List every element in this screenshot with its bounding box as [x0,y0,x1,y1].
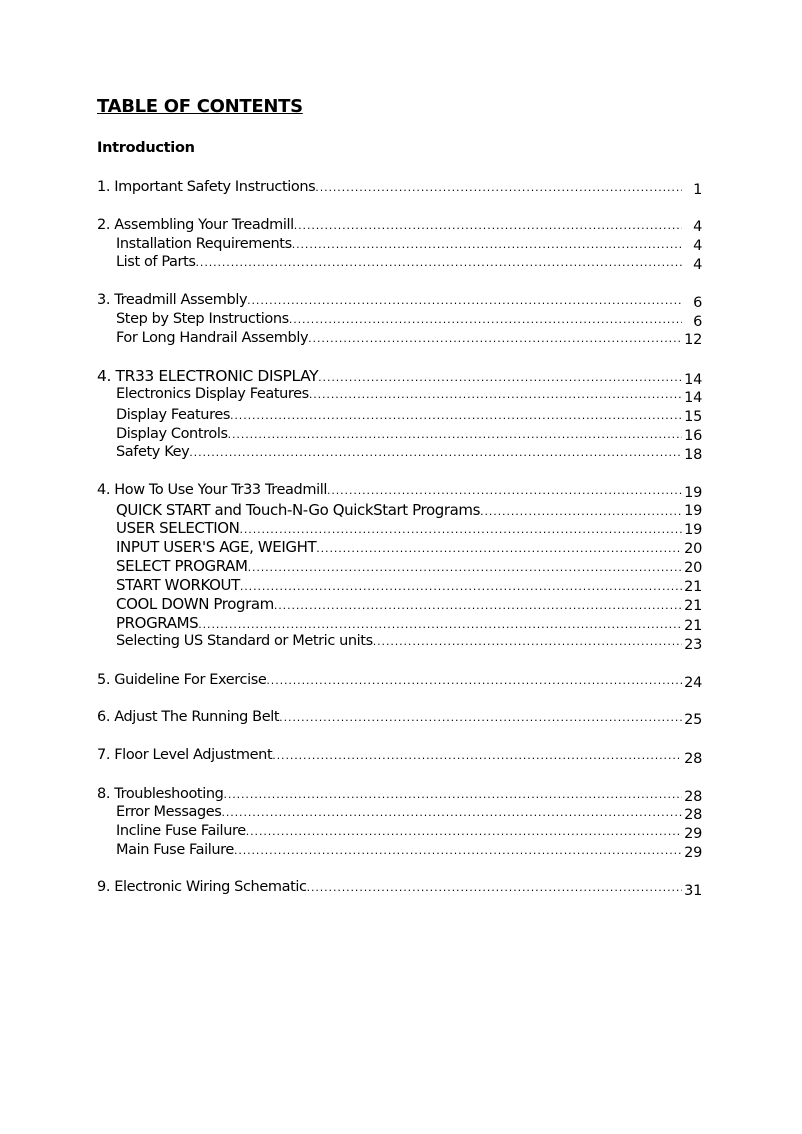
toc-entry-label: Error Messages [116,804,222,820]
toc-entry [97,709,682,728]
dot-leader [196,256,682,269]
dot-leader [240,523,683,536]
toc-entry [97,879,682,898]
toc-subentry [116,595,682,614]
dot-leader [234,844,682,857]
toc-entry-label: 8. Troubleshooting [97,786,224,802]
toc-subentry [116,633,682,652]
dot-leader [246,825,682,838]
toc-entry-label: USER SELECTION [116,519,240,537]
toc-entry-page: 28 [684,751,702,767]
toc-subentry [116,330,682,349]
toc-entry-page: 4 [693,238,702,254]
toc-subentry [116,501,682,520]
toc-entry-page: 19 [684,485,702,501]
toc-entry-label: 4. How To Use Your Tr33 Treadmill [97,482,327,498]
dot-leader [266,674,682,687]
toc-entry-label: 6. Adjust The Running Belt [97,709,280,725]
toc-entry-page: 29 [684,845,702,861]
toc-subentry [116,538,682,557]
dot-leader [240,580,682,593]
toc-entry-label: Display Controls [116,426,228,442]
toc-entry-label: For Long Handrail Assembly [116,330,309,346]
toc-entry-label: Installation Requirements [116,236,292,252]
toc-entry-label: 4. TR33 ELECTRONIC DISPLAY [97,367,319,385]
toc-entry-label: 7. Floor Level Adjustment [97,747,273,763]
toc-subentry [116,311,682,330]
toc-entry-label: SELECT PROGRAM [116,557,248,575]
dot-leader [289,313,682,326]
toc-entry-page: 4 [693,219,702,235]
toc-subentry [116,614,682,633]
toc-entry-page: 24 [684,675,702,691]
toc-entry-label: COOL DOWN Program [116,595,274,613]
dot-leader [480,505,682,518]
dot-leader [327,484,682,497]
toc-entry-page: 29 [684,826,702,842]
toc-entry [97,217,682,236]
toc-entry [97,747,682,766]
toc-entry-page: 31 [684,883,702,899]
toc-entry-label: START WORKOUT [116,576,240,594]
toc-subentry [116,426,682,445]
toc-subentry [116,557,682,576]
toc-entry-page: 23 [684,637,702,653]
toc-entry-label: 3. Treadmill Assembly [97,292,248,308]
dot-leader [198,618,682,631]
toc-subentry [116,386,682,405]
toc-subentry [116,823,682,842]
toc-entry-label: QUICK START and Touch-N-Go QuickStart Programs [116,501,481,519]
toc-entry-page: 19 [684,503,702,519]
toc-entry-label: PROGRAMS [116,614,199,632]
toc-subentry [116,444,682,463]
dot-leader [316,542,682,555]
toc-subentry [116,576,682,595]
dot-leader [292,238,682,251]
toc-entry-page: 1 [693,182,702,198]
toc-subentry [116,254,682,273]
toc-subentry [116,842,682,861]
toc-subentry [116,236,682,255]
toc-entry-page: 25 [684,712,702,728]
toc-entry-page: 6 [693,295,702,311]
dot-leader [248,561,682,574]
toc-entry [97,482,682,501]
dot-leader [318,371,682,384]
toc-subentry [116,407,682,426]
toc-entry-label: Electronics Display Features [116,386,309,402]
dot-leader [221,806,682,819]
dot-leader [294,219,682,232]
toc-subentry [116,519,682,538]
toc-entry-label: 9. Electronic Wiring Schematic [97,879,307,895]
toc-entry-label: Step by Step Instructions [116,311,289,327]
toc-entry-page: 28 [684,789,702,805]
toc-entry-label: 2. Assembling Your Treadmill [97,217,294,233]
toc-entry-page: 20 [684,560,702,576]
dot-leader [189,446,682,459]
dot-leader [272,749,682,762]
dot-leader [307,881,682,894]
toc-entry-page: 16 [684,428,702,444]
toc-entry-page: 21 [684,579,702,595]
toc-entry-label: 1. Important Safety Instructions [97,179,316,195]
toc-entry [97,786,682,805]
toc-entry [97,367,682,386]
dot-leader [315,181,682,194]
toc-entry-page: 14 [684,372,702,388]
toc-entry-label: Main Fuse Failure [116,842,234,858]
toc-entry-page: 14 [684,390,702,406]
toc-entry-page: 18 [684,447,702,463]
dot-leader [230,409,682,422]
toc-entry-page: 21 [684,598,702,614]
toc-title: TABLE OF CONTENTS [97,96,303,117]
toc-entry-page: 12 [684,332,702,348]
toc-entry-label: 5. Guideline For Exercise [97,672,267,688]
toc-entry-page: 21 [684,618,702,634]
toc-entry-label: INPUT USER'S AGE, WEIGHT [116,538,317,556]
dot-leader [247,294,682,307]
dot-leader [274,599,682,612]
toc-entry [97,292,682,311]
toc-entry-page: 28 [684,807,702,823]
toc-entry-page: 6 [693,314,702,330]
toc-entry-page: 20 [684,541,702,557]
dot-leader [228,428,682,441]
dot-leader [373,635,682,648]
dot-leader [308,332,682,345]
introduction-heading: Introduction [97,140,195,156]
toc-entry-label: Display Features [116,407,231,423]
toc-entry-label: Incline Fuse Failure [116,823,246,839]
dot-leader [279,711,682,724]
toc-subentry [116,804,682,823]
dot-leader [309,388,682,401]
dot-leader [223,788,682,801]
toc-entry-page: 19 [684,522,702,538]
toc-entry-page: 4 [693,257,702,273]
toc-entry-label: Safety Key [116,444,190,460]
toc-entry [97,179,682,198]
toc-entry-label: Selecting US Standard or Metric units [116,633,373,649]
toc-entry [97,672,682,691]
toc-entry-page: 15 [684,409,702,425]
toc-entry-label: List of Parts [116,254,196,270]
